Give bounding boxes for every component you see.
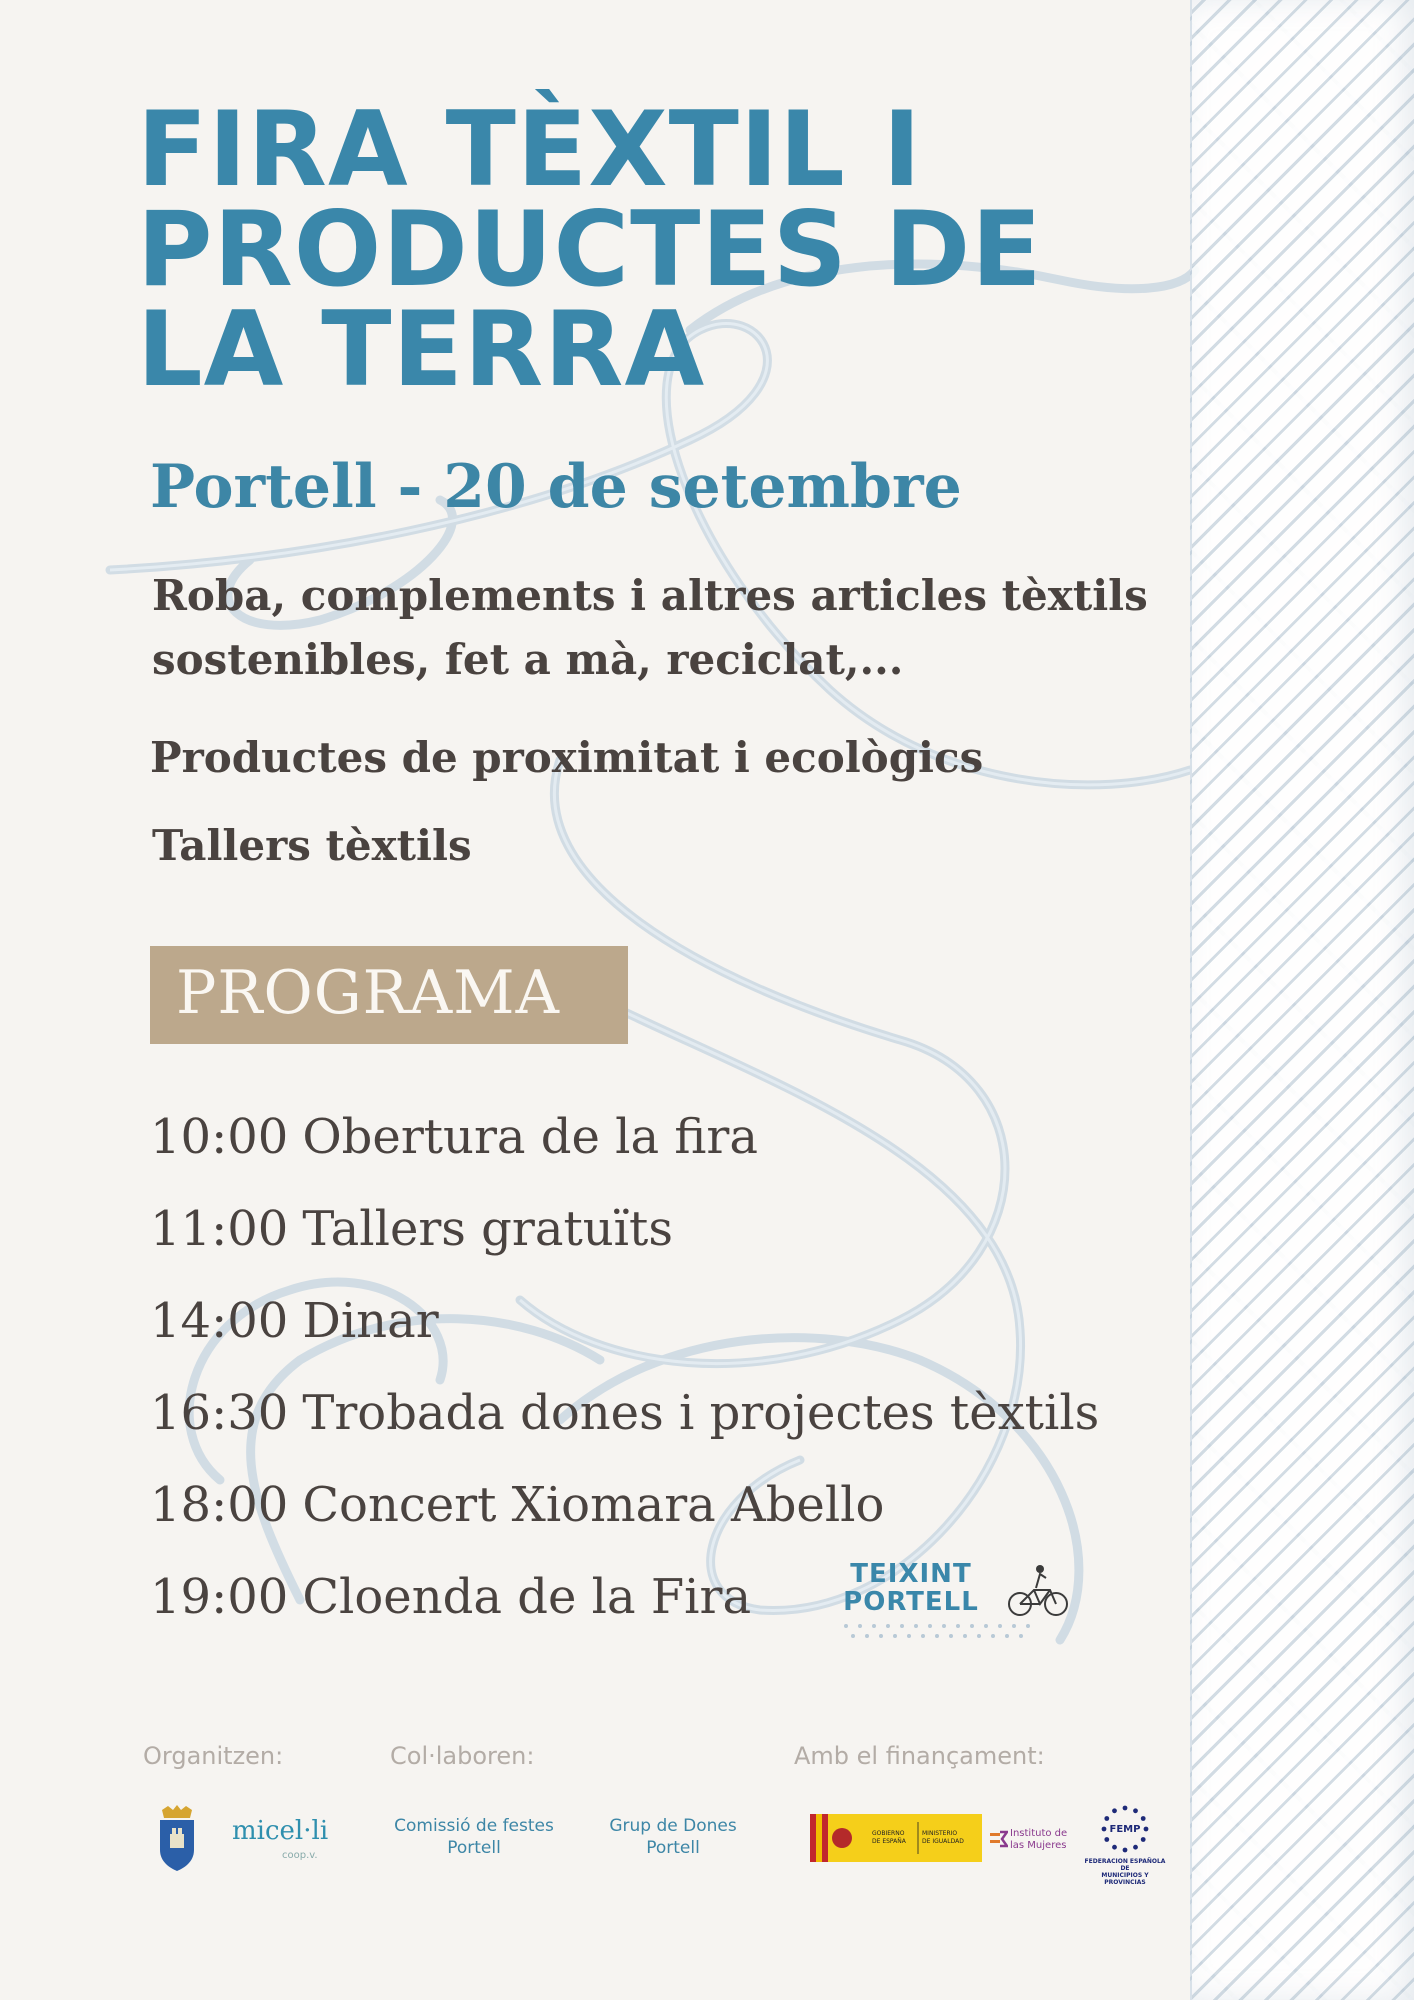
instituto-mark-icon	[990, 1830, 1008, 1848]
schedule-item	[150, 1378, 1099, 1470]
schedule-item	[150, 1102, 1099, 1194]
schedule-event: Tallers gratuïts	[302, 1201, 673, 1257]
programa-label: PROGRAMA	[176, 958, 560, 1028]
logo-line-2: PORTELL	[843, 1587, 979, 1617]
schedule-item	[150, 1194, 1099, 1286]
gobierno-line-1: GOBIERNO	[872, 1830, 905, 1837]
schedule-event: Trobada dones i projectes tèxtils	[302, 1385, 1100, 1441]
ministerio-line-1: MINISTERIO	[922, 1830, 958, 1837]
collaborator-grup-dones	[600, 1815, 746, 1859]
gobierno-line-2: DE ESPAÑA	[872, 1838, 906, 1845]
cyclist-icon	[1006, 1560, 1070, 1620]
schedule-event: Concert Xiomara Abello	[302, 1477, 885, 1533]
logo-line-1: TEIXINT	[850, 1559, 972, 1589]
femp-line-2: MUNICIPIOS Y PROVINCIAS	[1101, 1872, 1149, 1886]
description-textiles: Roba, complements i altres articles tèxtils sostenibles, fet a mà, reciclat,...	[152, 571, 1148, 684]
schedule-event: Dinar	[302, 1293, 439, 1349]
schedule-time: 14:00	[150, 1293, 289, 1349]
collaborator-line: Comissió de festes	[394, 1816, 554, 1836]
femp-line-1: FEDERACION ESPAÑOLA DE	[1084, 1858, 1166, 1872]
micelli-name: micel·li	[232, 1816, 329, 1846]
instituto-line-2: las Mujeres	[1010, 1840, 1067, 1851]
title-line-1: FIRA TÈXTIL I	[137, 90, 922, 210]
schedule-time: 16:30	[150, 1385, 289, 1441]
femp-stars-icon	[1100, 1804, 1150, 1854]
instituto-line-1: Instituto de	[1010, 1828, 1068, 1839]
collaborator-line: Portell	[646, 1838, 700, 1858]
schedule-item	[150, 1286, 1099, 1378]
micelli-sub: coop.v.	[282, 1850, 318, 1861]
femp-logo	[1080, 1804, 1170, 1886]
schedule-item	[150, 1470, 1099, 1562]
description-workshops: Tallers tèxtils	[152, 821, 472, 870]
schedule-time: 18:00	[150, 1477, 289, 1533]
schedule-time: 11:00	[150, 1201, 289, 1257]
collaborator-line: Portell	[447, 1838, 501, 1858]
collaborator-line: Grup de Dones	[609, 1816, 737, 1836]
event-title	[137, 90, 1137, 410]
organizers-label: Organitzen:	[143, 1742, 284, 1770]
portell-coat-of-arms-icon	[158, 1804, 196, 1872]
description-products: Productes de proximitat i ecològics	[150, 733, 984, 782]
teixint-portell-logo	[836, 1560, 1076, 1650]
event-location-date: Portell - 20 de setembre	[150, 452, 962, 522]
schedule-event: Obertura de la fira	[302, 1109, 758, 1165]
title-line-3: LA TERRA	[137, 290, 706, 410]
collaborators-label: Col·laboren:	[390, 1742, 535, 1770]
schedule-time: 10:00	[150, 1109, 289, 1165]
collaborator-comissio	[386, 1815, 562, 1859]
ministerio-line-2: DE IGUALDAD	[922, 1838, 964, 1845]
thread-spool-image	[1190, 0, 1414, 2000]
instituto-mujeres-logo	[990, 1826, 1076, 1854]
programa-banner	[150, 946, 628, 1044]
gobierno-ministerio-logo	[810, 1814, 982, 1862]
funding-label: Amb el finançament:	[794, 1742, 1045, 1770]
title-line-2: PRODUCTES DE	[137, 190, 1043, 310]
schedule-event: Cloenda de la Fira	[302, 1569, 752, 1625]
schedule-time: 19:00	[150, 1569, 289, 1625]
femp-acronym: FEMP	[1109, 1824, 1141, 1835]
dotted-pattern-icon	[836, 1622, 1046, 1646]
micelli-logo	[230, 1816, 329, 1866]
